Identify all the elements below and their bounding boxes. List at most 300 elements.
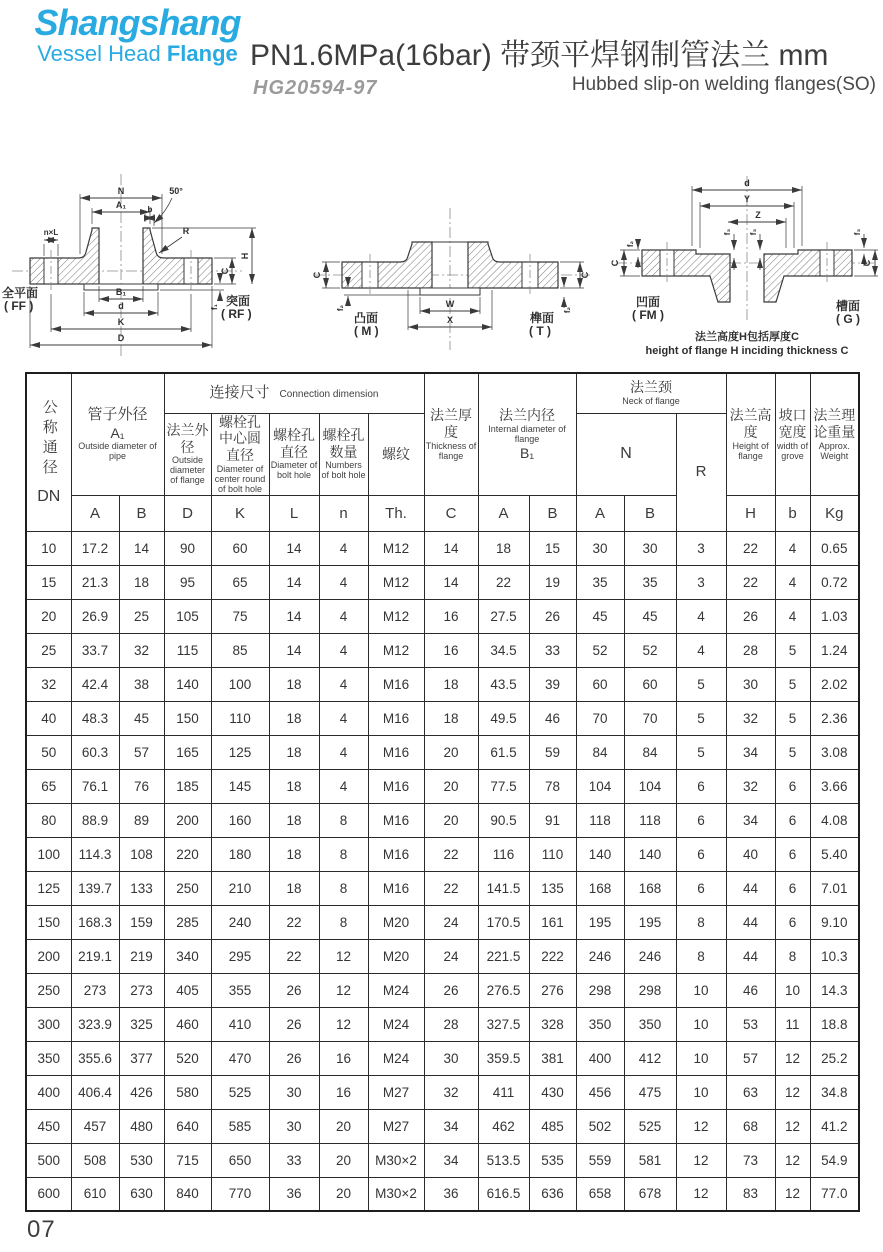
table-cell: 26.9 <box>71 599 119 633</box>
dim-label-Z: Z <box>755 210 761 220</box>
table-cell: 4 <box>676 599 726 633</box>
table-cell: 520 <box>164 1041 211 1075</box>
table-cell: 68 <box>726 1109 775 1143</box>
brand-tagline-bold: Flange <box>166 40 238 66</box>
table-cell: 10 <box>775 973 810 1007</box>
table-cell: 34 <box>726 803 775 837</box>
table-cell: 15 <box>26 565 71 599</box>
table-cell: 285 <box>164 905 211 939</box>
table-cell: 18.8 <box>810 1007 859 1041</box>
table-cell: 9.10 <box>810 905 859 939</box>
table-cell: 6 <box>775 905 810 939</box>
table-cell: 12 <box>319 939 368 973</box>
table-cell: 26 <box>424 973 478 1007</box>
col-header-bolt-circle: 螺栓孔中心圆直径 Diameter of center round of bolt hole <box>211 413 269 495</box>
table-cell: 28 <box>424 1007 478 1041</box>
dim-label-nxl: n×L <box>43 228 59 237</box>
table-cell: 340 <box>164 939 211 973</box>
table-cell: M27 <box>368 1109 424 1143</box>
table-cell: 22 <box>424 871 478 905</box>
table-cell: 88.9 <box>71 803 119 837</box>
table-cell: 14 <box>269 565 319 599</box>
spec-table-body <box>26 531 859 1211</box>
col-header-bolt-dia: 螺栓孔直径 Diameter of bolt hole <box>269 413 319 495</box>
face-label-rf-code: ( RF ) <box>221 307 252 321</box>
col-letter: Th. <box>368 495 424 531</box>
dim-label-C: C <box>220 267 230 275</box>
table-cell: 60 <box>211 531 269 565</box>
col-letter: A <box>71 495 119 531</box>
table-cell: 76 <box>119 769 164 803</box>
table-cell: M16 <box>368 667 424 701</box>
table-cell: 610 <box>71 1177 119 1211</box>
table-cell: 38 <box>119 667 164 701</box>
dim-label-d2: d <box>744 178 750 188</box>
table-cell: 10.3 <box>810 939 859 973</box>
table-cell: 49.5 <box>478 701 529 735</box>
table-cell: 535 <box>529 1143 576 1177</box>
brand-name: Shangshang <box>34 2 241 43</box>
table-cell: 25.2 <box>810 1041 859 1075</box>
page-subtitle: Hubbed slip-on welding flanges(SO) <box>571 74 876 95</box>
table-cell: 581 <box>624 1143 676 1177</box>
table-cell: 78 <box>529 769 576 803</box>
col-header-neck-n: N <box>576 413 676 495</box>
table-cell: 4 <box>775 599 810 633</box>
drawing-caption-cn: 法兰高度H包括厚度C <box>695 331 799 343</box>
table-cell: 10 <box>676 1041 726 1075</box>
table-cell: 18 <box>269 667 319 701</box>
table-cell: 15 <box>529 531 576 565</box>
table-cell: 159 <box>119 905 164 939</box>
table-cell: 118 <box>624 803 676 837</box>
table-cell: 52 <box>576 633 624 667</box>
table-cell: 8 <box>676 939 726 973</box>
col-letter: C <box>424 495 478 531</box>
table-cell: 14 <box>424 531 478 565</box>
col-header-connection: 连接尺寸 Connection dimension <box>164 373 424 413</box>
dim-label-B1: B₁ <box>115 287 127 297</box>
table-cell: M30×2 <box>368 1143 424 1177</box>
table-cell: 426 <box>119 1075 164 1109</box>
table-cell: 10 <box>676 973 726 1007</box>
col-letter: B <box>119 495 164 531</box>
table-cell: 42.4 <box>71 667 119 701</box>
table-cell: 25 <box>26 633 71 667</box>
table-cell: 460 <box>164 1007 211 1041</box>
table-cell: 200 <box>26 939 71 973</box>
table-cell: 3.08 <box>810 735 859 769</box>
table-cell: 12 <box>676 1177 726 1211</box>
table-cell: 16 <box>424 599 478 633</box>
table-cell: 53 <box>726 1007 775 1041</box>
table-cell: 2.36 <box>810 701 859 735</box>
table-cell: 12 <box>676 1143 726 1177</box>
table-cell: 18 <box>119 565 164 599</box>
table-cell: 45 <box>624 599 676 633</box>
table-cell: 108 <box>119 837 164 871</box>
dim-label-f2-left2: f₂ <box>626 240 635 248</box>
table-cell: 36 <box>424 1177 478 1211</box>
table-cell: 14 <box>119 531 164 565</box>
table-cell: 26 <box>269 1041 319 1075</box>
table-cell: 530 <box>119 1143 164 1177</box>
col-letter: B <box>529 495 576 531</box>
page-title: PN1.6MPa(16bar) 带颈平焊钢制管法兰 mm <box>250 39 829 72</box>
table-cell: 140 <box>576 837 624 871</box>
table-cell: 585 <box>211 1109 269 1143</box>
dim-label-K: K <box>117 317 125 327</box>
col-letter: H <box>726 495 775 531</box>
table-cell: 59 <box>529 735 576 769</box>
table-cell: 4 <box>319 599 368 633</box>
table-cell: 18 <box>269 871 319 905</box>
col-header-internal-dia: 法兰内径 Internal diameter of flange B₁ <box>478 373 576 495</box>
col-header-pipe-od: 管子外径 A₁ Outside diameter of pipe <box>71 373 164 495</box>
table-cell: 34 <box>726 735 775 769</box>
table-cell: 26 <box>269 973 319 1007</box>
table-row <box>26 973 859 1007</box>
table-cell: 276 <box>529 973 576 1007</box>
table-cell: 559 <box>576 1143 624 1177</box>
table-cell: 16 <box>424 633 478 667</box>
table-cell: M16 <box>368 735 424 769</box>
table-cell: 5 <box>676 701 726 735</box>
col-header-dn-cn: 公称通径 <box>40 398 58 479</box>
table-cell: 240 <box>211 905 269 939</box>
table-cell: 133 <box>119 871 164 905</box>
table-cell: 2.02 <box>810 667 859 701</box>
table-cell: 1.24 <box>810 633 859 667</box>
table-cell: M12 <box>368 565 424 599</box>
table-cell: 355.6 <box>71 1041 119 1075</box>
face-label-rf-cn: 突面 <box>226 294 251 308</box>
table-cell: 222 <box>529 939 576 973</box>
table-cell: 5 <box>676 667 726 701</box>
table-cell: 40 <box>726 837 775 871</box>
table-cell: 16 <box>319 1075 368 1109</box>
face-label-t-code: ( T ) <box>529 324 551 338</box>
table-cell: 450 <box>26 1109 71 1143</box>
table-cell: 355 <box>211 973 269 1007</box>
table-cell: 502 <box>576 1109 624 1143</box>
table-cell: 25 <box>119 599 164 633</box>
table-row <box>26 531 859 565</box>
table-cell: 221.5 <box>478 939 529 973</box>
table-cell: 145 <box>211 769 269 803</box>
table-cell: 135 <box>529 871 576 905</box>
flange-drawing-fm-g <box>608 150 883 362</box>
table-cell: 14 <box>269 599 319 633</box>
table-cell: 18 <box>269 837 319 871</box>
table-cell: 44 <box>726 905 775 939</box>
dim-label-f3-a: f₃ <box>723 228 732 236</box>
table-cell: 63 <box>726 1075 775 1109</box>
table-cell: 73 <box>726 1143 775 1177</box>
table-cell: M24 <box>368 973 424 1007</box>
table-cell: 60.3 <box>71 735 119 769</box>
table-cell: 90 <box>164 531 211 565</box>
table-cell: 525 <box>624 1109 676 1143</box>
table-cell: 32 <box>726 769 775 803</box>
table-cell: M12 <box>368 633 424 667</box>
table-cell: 350 <box>26 1041 71 1075</box>
table-cell: 4.08 <box>810 803 859 837</box>
table-cell: 8 <box>319 905 368 939</box>
table-cell: 100 <box>26 837 71 871</box>
table-cell: 18 <box>269 803 319 837</box>
table-cell: 33.7 <box>71 633 119 667</box>
table-cell: 24 <box>424 905 478 939</box>
table-cell: 410 <box>211 1007 269 1041</box>
table-cell: 22 <box>269 939 319 973</box>
table-cell: 650 <box>211 1143 269 1177</box>
table-cell: 4 <box>319 769 368 803</box>
dim-label-C-right: C <box>580 271 590 279</box>
table-cell: 6 <box>676 803 726 837</box>
table-cell: 20 <box>26 599 71 633</box>
table-cell: 14 <box>269 531 319 565</box>
col-header-flange-od: 法兰外径 Outside diameter of flange <box>164 413 211 495</box>
table-cell: 298 <box>624 973 676 1007</box>
dim-label-f1: f₁ <box>210 304 219 310</box>
col-header-neck: 法兰颈 Neck of flange <box>576 373 726 413</box>
table-row <box>26 1007 859 1041</box>
table-cell: 5 <box>676 735 726 769</box>
table-cell: 80 <box>26 803 71 837</box>
table-cell: 219 <box>119 939 164 973</box>
table-cell: 54.9 <box>810 1143 859 1177</box>
table-cell: 250 <box>26 973 71 1007</box>
table-cell: 168.3 <box>71 905 119 939</box>
table-row <box>26 871 859 905</box>
table-cell: 45 <box>576 599 624 633</box>
table-cell: 323.9 <box>71 1007 119 1041</box>
table-cell: 39 <box>529 667 576 701</box>
table-cell: 6 <box>775 871 810 905</box>
table-cell: 350 <box>576 1007 624 1041</box>
dim-label-Y: Y <box>743 194 751 204</box>
table-cell: 412 <box>624 1041 676 1075</box>
col-header-weight: 法兰理论重量 Approx. Weight <box>810 373 859 495</box>
table-cell: 327.5 <box>478 1007 529 1041</box>
table-cell: 22 <box>726 565 775 599</box>
table-cell: 65 <box>26 769 71 803</box>
table-cell: 500 <box>26 1143 71 1177</box>
table-cell: 3 <box>676 565 726 599</box>
dim-label-f3-b: f₃ <box>749 228 758 236</box>
table-cell: 6 <box>676 837 726 871</box>
table-cell: 4 <box>319 531 368 565</box>
table-cell: 150 <box>26 905 71 939</box>
table-cell: 83 <box>726 1177 775 1211</box>
table-cell: 18 <box>269 735 319 769</box>
table-cell: 600 <box>26 1177 71 1211</box>
table-cell: 21.3 <box>71 565 119 599</box>
table-cell: 580 <box>164 1075 211 1109</box>
table-cell: 32 <box>26 667 71 701</box>
dim-label-f2-left: f₂ <box>336 304 345 312</box>
table-cell: 350 <box>624 1007 676 1041</box>
brand-tagline <box>30 42 245 66</box>
table-cell: 273 <box>71 973 119 1007</box>
col-letter: L <box>269 495 319 531</box>
table-cell: 75 <box>211 599 269 633</box>
face-label-m-cn: 凸面 <box>354 311 379 325</box>
table-cell: 4 <box>775 565 810 599</box>
dim-label-N: N <box>117 186 125 196</box>
table-cell: 43.5 <box>478 667 529 701</box>
table-cell: 170.5 <box>478 905 529 939</box>
table-cell: 14 <box>269 633 319 667</box>
table-cell: 195 <box>624 905 676 939</box>
table-cell: 44 <box>726 871 775 905</box>
table-cell: 12 <box>319 973 368 1007</box>
face-label-m-code: ( M ) <box>354 324 379 338</box>
brand-tagline-light: Vessel Head <box>37 40 167 66</box>
table-cell: 36 <box>269 1177 319 1211</box>
table-cell: 34.8 <box>810 1075 859 1109</box>
table-cell: M20 <box>368 905 424 939</box>
table-cell: 180 <box>211 837 269 871</box>
col-header-groove: 坡口宽度 width of grove <box>775 373 810 495</box>
standard-number: HG20594-97 <box>253 77 378 99</box>
table-cell: 400 <box>26 1075 71 1109</box>
table-row <box>26 1109 859 1143</box>
table-cell: 30 <box>624 531 676 565</box>
table-cell: 34 <box>424 1143 478 1177</box>
face-label-ff-code: ( FF ) <box>4 299 34 313</box>
drawing-caption-en: height of flange H inciding thickness C <box>645 345 849 357</box>
flange-drawing-m-t <box>298 150 603 362</box>
dim-label-f3-c: f₃ <box>853 228 862 236</box>
table-cell: 85 <box>211 633 269 667</box>
table-cell: 6 <box>775 837 810 871</box>
table-cell: 35 <box>624 565 676 599</box>
table-cell: 6 <box>676 769 726 803</box>
table-cell: 28 <box>726 633 775 667</box>
table-cell: 18 <box>269 769 319 803</box>
table-cell: 46 <box>726 973 775 1007</box>
table-cell: 30 <box>269 1075 319 1109</box>
table-cell: 160 <box>211 803 269 837</box>
table-cell: 246 <box>624 939 676 973</box>
table-cell: 630 <box>119 1177 164 1211</box>
face-label-fm-code: ( FM ) <box>632 308 664 322</box>
col-header-height: 法兰高度 Height of flange <box>726 373 775 495</box>
table-cell: 12 <box>775 1177 810 1211</box>
table-cell: 400 <box>576 1041 624 1075</box>
table-cell: 18 <box>478 531 529 565</box>
table-row <box>26 599 859 633</box>
table-cell: 40 <box>26 701 71 735</box>
table-cell: M16 <box>368 837 424 871</box>
dim-label-A1: A₁ <box>115 200 127 210</box>
col-letter: B <box>624 495 676 531</box>
table-cell: 41.2 <box>810 1109 859 1143</box>
table-cell: 140 <box>164 667 211 701</box>
table-cell: 246 <box>576 939 624 973</box>
table-cell: M27 <box>368 1075 424 1109</box>
table-cell: 715 <box>164 1143 211 1177</box>
table-cell: 168 <box>624 871 676 905</box>
table-cell: 26 <box>529 599 576 633</box>
table-cell: 273 <box>119 973 164 1007</box>
table-cell: 4 <box>319 735 368 769</box>
col-letter: Kg <box>810 495 859 531</box>
table-cell: 20 <box>319 1109 368 1143</box>
table-cell: 11 <box>775 1007 810 1041</box>
table-cell: 470 <box>211 1041 269 1075</box>
table-cell: 5 <box>775 735 810 769</box>
dim-label-H: H <box>240 252 250 260</box>
table-cell: 840 <box>164 1177 211 1211</box>
table-cell: 185 <box>164 769 211 803</box>
table-cell: 89 <box>119 803 164 837</box>
table-cell: 84 <box>576 735 624 769</box>
table-cell: 485 <box>529 1109 576 1143</box>
table-cell: M24 <box>368 1007 424 1041</box>
flange-drawing-ff-rf <box>0 150 290 362</box>
table-cell: 30 <box>576 531 624 565</box>
table-cell: 34.5 <box>478 633 529 667</box>
table-cell: 10 <box>26 531 71 565</box>
table-cell: 381 <box>529 1041 576 1075</box>
table-cell: 95 <box>164 565 211 599</box>
col-letter: A <box>478 495 529 531</box>
table-cell: 125 <box>211 735 269 769</box>
table-cell: 125 <box>26 871 71 905</box>
table-cell: 525 <box>211 1075 269 1109</box>
col-letter: K <box>211 495 269 531</box>
table-row <box>26 565 859 599</box>
table-cell: 298 <box>576 973 624 1007</box>
table-cell: 140 <box>624 837 676 871</box>
table-cell: M12 <box>368 599 424 633</box>
table-cell: 6 <box>676 871 726 905</box>
table-cell: 91 <box>529 803 576 837</box>
table-cell: 195 <box>576 905 624 939</box>
table-cell: 636 <box>529 1177 576 1211</box>
dim-label-C-right2: C <box>862 259 872 267</box>
table-cell: 141.5 <box>478 871 529 905</box>
table-cell: 658 <box>576 1177 624 1211</box>
table-cell: 210 <box>211 871 269 905</box>
table-cell: 20 <box>424 735 478 769</box>
table-cell: 20 <box>319 1177 368 1211</box>
table-cell: 60 <box>576 667 624 701</box>
table-cell: 22 <box>269 905 319 939</box>
col-header-thickness: 法兰厚度 Thickness of flange <box>424 373 478 495</box>
table-cell: 118 <box>576 803 624 837</box>
table-cell: 3 <box>676 531 726 565</box>
table-cell: 110 <box>211 701 269 735</box>
table-cell: 57 <box>726 1041 775 1075</box>
table-cell: 5.40 <box>810 837 859 871</box>
table-cell: 139.7 <box>71 871 119 905</box>
table-cell: 8 <box>676 905 726 939</box>
table-cell: 377 <box>119 1041 164 1075</box>
table-cell: M30×2 <box>368 1177 424 1211</box>
table-cell: 0.72 <box>810 565 859 599</box>
table-row <box>26 837 859 871</box>
table-cell: 8 <box>319 871 368 905</box>
dim-label-D: D <box>117 333 125 343</box>
table-cell: 104 <box>624 769 676 803</box>
dim-label-R: R <box>182 226 190 236</box>
dim-label-C-left2: C <box>610 259 620 267</box>
table-cell: 50 <box>26 735 71 769</box>
